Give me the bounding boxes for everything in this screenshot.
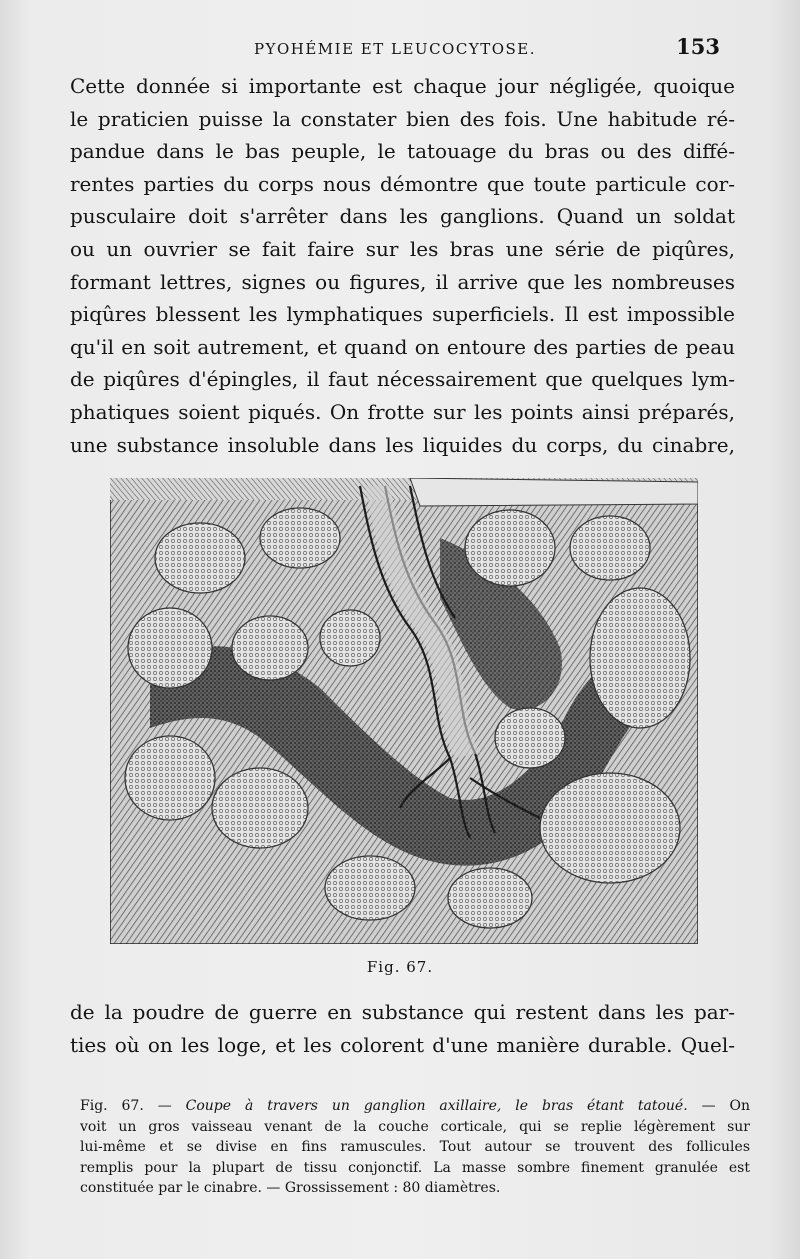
page-number: 153 [676,34,720,59]
paragraph-bottom [70,996,735,1061]
caption-number: Fig. 67. [80,1098,144,1114]
text-line: Cette donnée si importante est chaque jour négligée, quoique [70,74,735,98]
text-line: le praticien puisse la constater bien des fois. Une habitude ré- [70,106,735,131]
caption-line: constituée par le cinabre. — Grossissement : 80 diamètres. [80,1180,501,1196]
ganglion-section-illustration [110,478,698,944]
text-line: une substance insoluble dans les liquides du corps, du cinabre, [70,432,735,457]
text-line: formant lettres, signes ou figures, il arrive que les nombreuses [70,269,735,294]
text-line: ou un ouvrier se fait faire sur les bras une série de piqûres, [70,236,735,261]
text-line: qu'il en soit autrement, et quand on entoure des parties de peau [70,334,735,359]
caption-line: remplis pour la plupart de tissu conjonctif. La masse sombre finement granulée est [80,1159,750,1176]
caption-line [80,1096,750,1117]
text-line: de la poudre de guerre en substance qui restent dans les par- [70,1000,735,1024]
paragraph-top [70,70,735,461]
figure-engraving [110,478,698,944]
text-line: rentes parties du corps nous démontre que toute particule cor- [70,171,735,196]
figure-caption [80,1096,750,1199]
caption-title: — Coupe à travers un ganglion axillaire, le bras étant tatoué. [157,1098,688,1114]
caption-line: voit un gros vaisseau venant de la couche corticale, qui se replie légèrement sur [80,1118,750,1135]
text-line: pusculaire doit s'arrêter dans les ganglions. Quand un soldat [70,204,735,229]
caption-line: lui-même et se divise en fins ramuscules. Tout autour se trouvent des follicules [80,1139,750,1155]
running-title: PYOHÉMIE ET LEUCOCYTOSE. [253,40,537,58]
caption-line-rest: — On [701,1098,751,1114]
text-line: de piqûres d'épingles, il faut nécessairement que quelques lym- [70,367,735,392]
text-line: ties où on les loge, et les colorent d'une manière durable. Quel- [70,1032,735,1057]
figure-label: Fig. 67. [366,958,434,976]
text-line: phatiques soient piqués. On frotte sur les points ainsi préparés, [70,399,735,424]
text-line: pandue dans le bas peuple, le tatouage du bras ou des diffé- [70,139,735,164]
page-header [70,34,720,64]
text-line: piqûres blessent les lymphatiques superficiels. Il est impossible [70,302,735,327]
